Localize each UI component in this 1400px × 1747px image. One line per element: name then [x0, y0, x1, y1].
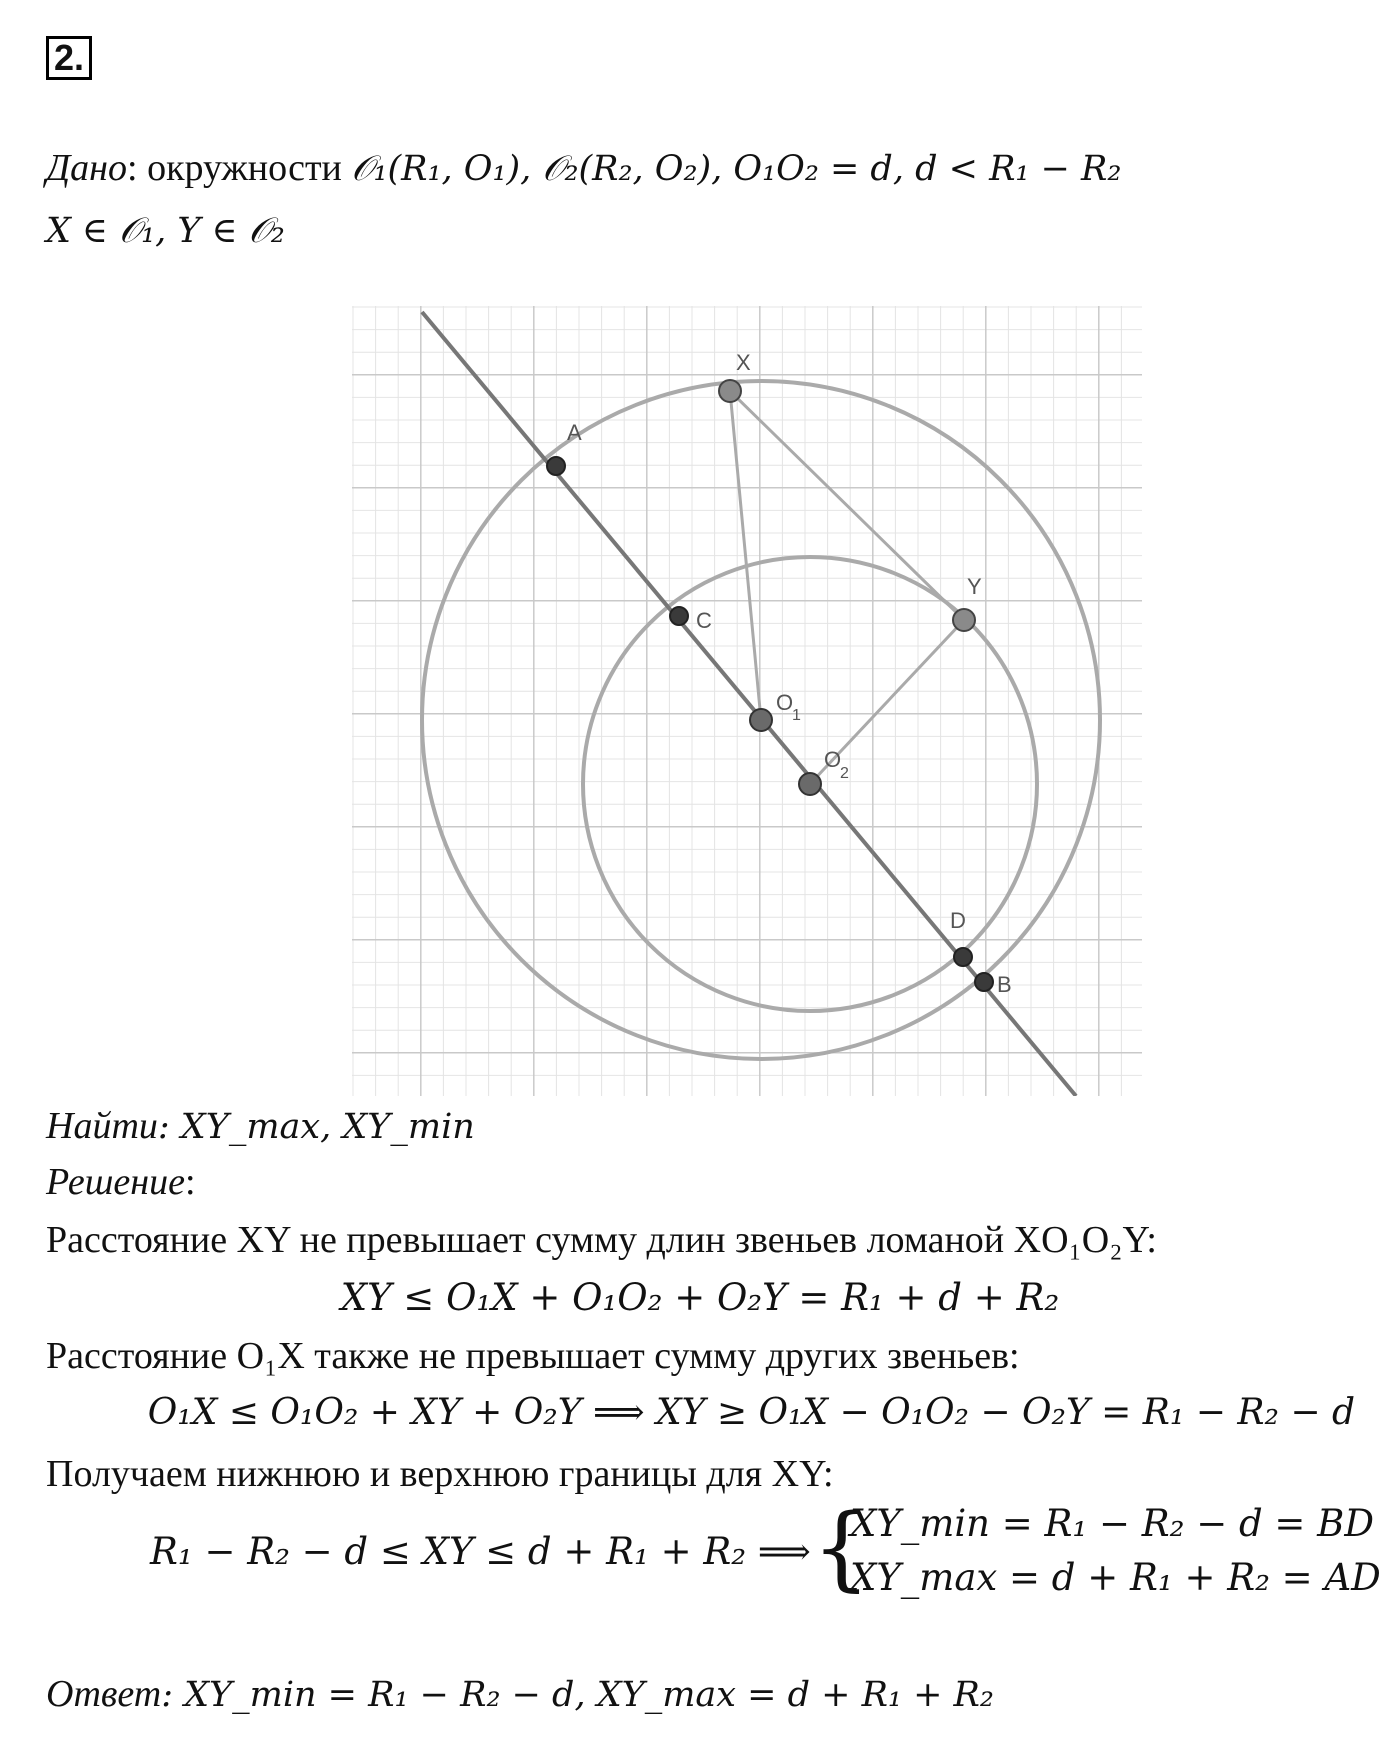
solution-text-3: Получаем нижнюю и верхнюю границы для XY:: [46, 1453, 834, 1495]
equation-3-bottom: XY_max = d + R₁ + R₂ = AD: [850, 1556, 1381, 1599]
solution-line-1: [46, 1218, 1157, 1264]
point-o2: [799, 773, 821, 795]
given-membership-line: [46, 208, 285, 254]
find-line: [46, 1104, 475, 1150]
answer-label: Ответ: [46, 1673, 162, 1715]
label-o1: O: [776, 690, 794, 715]
label-b: B: [997, 972, 1012, 997]
label-o2: O: [824, 747, 842, 772]
solution-line-2: [46, 1334, 1020, 1380]
given-line: [46, 146, 1121, 192]
equation-1: XY ≤ O₁X + O₁O₂ + O₂Y = R₁ + d + R₂: [340, 1276, 1060, 1319]
given-membership: X ∈ 𝒪₁, Y ∈ 𝒪₂: [46, 211, 285, 251]
find-formula: : XY_max, XY_min: [157, 1107, 475, 1147]
label-d: D: [950, 908, 966, 933]
given-formula: 𝒪₁(R₁, O₁), 𝒪₂(R₂, O₂), O₁O₂ = d, d < R₁ − R₂: [351, 149, 1122, 189]
equation-2: O₁X ≤ O₁O₂ + XY + O₂Y ⟹ XY ≥ O₁X − O₁O₂ − O₂Y = R₁ − R₂ − d: [147, 1392, 1355, 1433]
point-o1: [750, 709, 772, 731]
point-c: [670, 607, 688, 625]
given-label: Дано: [46, 147, 128, 189]
label-c: C: [696, 608, 712, 633]
point-x: [719, 380, 741, 402]
solution-line-3: [46, 1452, 834, 1498]
answer-formula: : XY_min = R₁ − R₂ − d, XY_max = d + R₁ + R₂: [161, 1675, 994, 1715]
find-label: Найти: [46, 1105, 158, 1147]
equation-3-left: R₁ − R₂ − d ≤ XY ≤ d + R₁ + R₂ ⟹: [150, 1530, 811, 1573]
equation-3-system: [150, 1494, 1381, 1610]
solution-label: Решение: [46, 1161, 185, 1203]
solution-text-1: Расстояние XY не превышает сумму длин звеньев ломаной XO₁O₂Y:: [46, 1219, 1157, 1261]
point-a: [547, 457, 565, 475]
label-y: Y: [967, 574, 982, 599]
point-b: [975, 973, 993, 991]
problem-number: 2.: [46, 36, 92, 80]
given-text: : окружности: [127, 147, 342, 189]
label-a: A: [567, 420, 582, 445]
equation-2-row: [0, 1392, 1355, 1433]
point-y: [953, 609, 975, 631]
equation-1-row: [0, 1276, 1400, 1319]
answer-line: [46, 1672, 994, 1718]
solution-label-line: Решение:: [46, 1161, 196, 1203]
label-o1-sub: 1: [792, 707, 801, 724]
label-o2-sub: 2: [840, 765, 849, 782]
label-x: X: [736, 350, 751, 375]
equation-3-top: XY_min = R₁ − R₂ − d = BD: [850, 1502, 1375, 1545]
geometry-figure: [352, 306, 1142, 1096]
point-d: [954, 948, 972, 966]
solution-text-2: Расстояние O₁X также не превышает сумму других звеньев:: [46, 1335, 1020, 1377]
system-brace: {: [812, 1494, 871, 1601]
